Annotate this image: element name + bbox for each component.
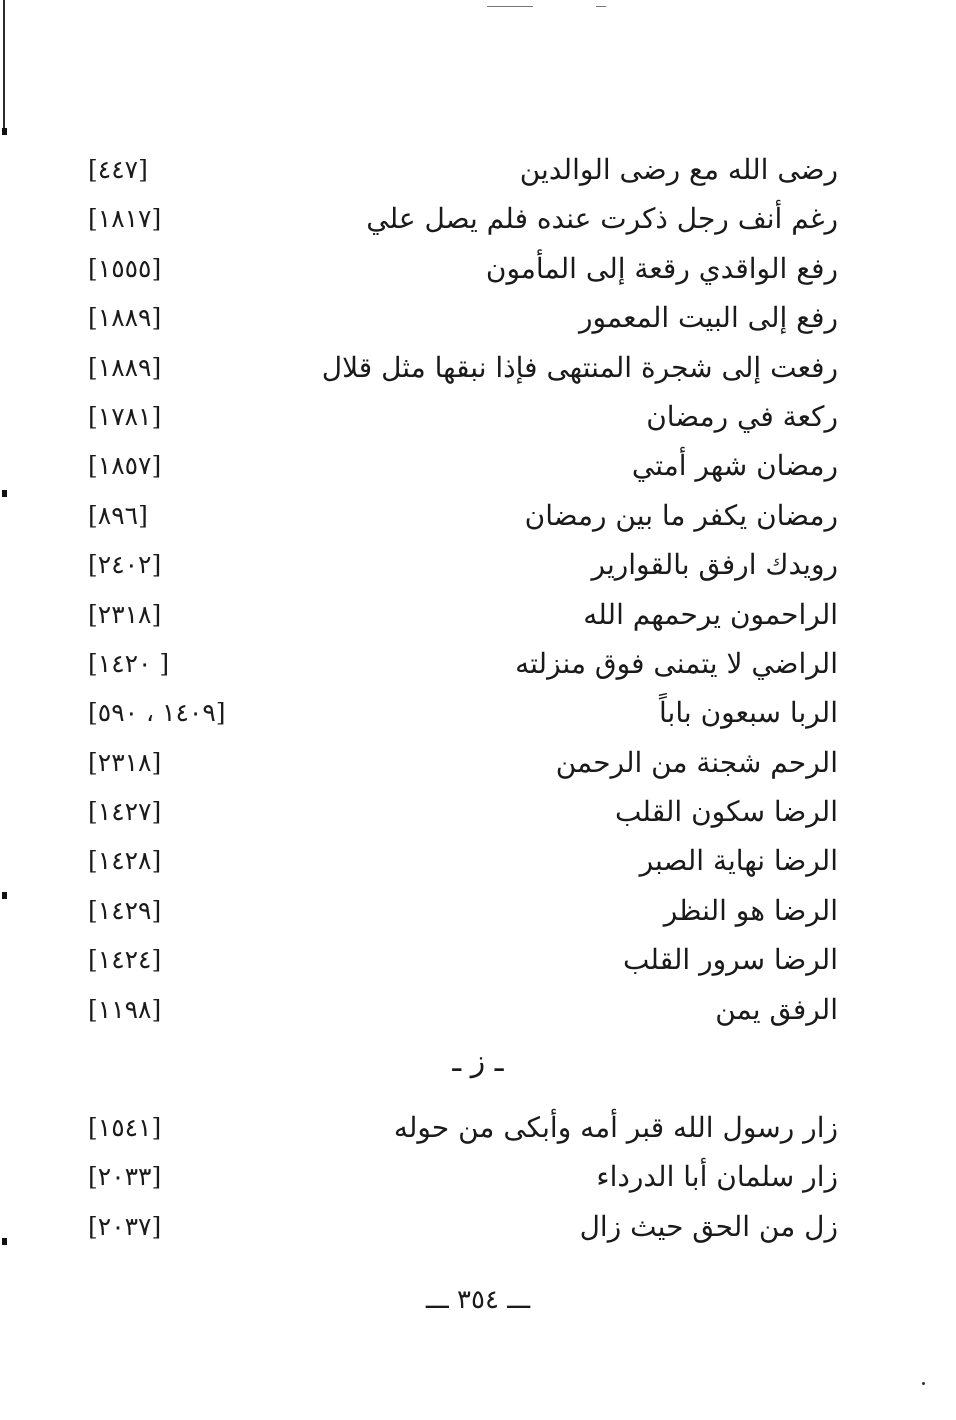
index-entry <box>0 543 956 592</box>
top-rule-mark <box>596 6 606 7</box>
index-entry <box>0 1205 956 1254</box>
index-entry <box>0 691 956 740</box>
left-margin-rule <box>3 0 5 130</box>
entry-ref: [١٤٢٠ ] <box>88 648 170 678</box>
entry-text: رغم أنف رجل ذكرت عنده فلم يصل علي <box>366 202 838 236</box>
entry-ref: [٢٠٣٣] <box>88 1162 162 1192</box>
index-entry <box>0 296 956 345</box>
entry-ref: [١٨٨٩] <box>88 303 162 333</box>
entry-text: الرفق يمن <box>715 992 838 1026</box>
entry-text: ركعة في رمضان <box>646 399 838 433</box>
entry-ref: [٢٣١٨] <box>88 747 162 777</box>
entry-text: الرضا سكون القلب <box>614 795 838 829</box>
index-entries <box>0 148 956 1037</box>
index-entry <box>0 494 956 543</box>
entry-text: رفع الواقدي رقعة إلى المأمون <box>485 251 838 285</box>
entry-text: الرضا سرور القلب <box>622 943 838 977</box>
entry-ref: [١٨١٧] <box>88 204 162 234</box>
entry-text: رضى الله مع رضى الوالدين <box>519 153 838 186</box>
index-entry <box>0 839 956 888</box>
entry-text: رويدك ارفق بالقوارير <box>591 548 838 582</box>
entry-ref: [١٤٢٤] <box>88 945 162 975</box>
entry-ref: [١١٩٨] <box>88 994 162 1024</box>
entry-text: الربا سبعون باباً <box>659 696 838 730</box>
entry-ref: [٢٣١٨] <box>88 599 162 629</box>
index-entry <box>0 889 956 938</box>
entry-text: الرضا نهاية الصبر <box>639 844 838 878</box>
entry-ref: [١٧٨١] <box>88 401 162 431</box>
section-header-zay: ـ ز ـ <box>452 1044 504 1079</box>
index-entry <box>0 1155 956 1204</box>
margin-mark <box>2 128 7 135</box>
entry-ref: [١٤٠٩ ، ٥٩٠] <box>88 698 226 728</box>
entry-text: الرحم شجنة من الرحمن <box>555 745 838 779</box>
entry-text: الراضي لا يتمنى فوق منزلته <box>515 646 838 680</box>
entry-text: الرضا هو النظر <box>663 893 838 927</box>
entry-ref: [١٥٥٥] <box>88 253 162 283</box>
index-entry <box>0 247 956 296</box>
index-entry <box>0 395 956 444</box>
entry-ref: [١٨٨٩] <box>88 352 162 382</box>
index-entry <box>0 1106 956 1155</box>
entry-ref: [١٨٥٧] <box>88 451 162 481</box>
index-entry <box>0 148 956 197</box>
index-entry <box>0 790 956 839</box>
speck <box>922 1382 925 1385</box>
entry-text: رفعت إلى شجرة المنتهى فإذا نبقها مثل قلال <box>321 350 838 384</box>
entry-text: رمضان شهر أمتي <box>631 449 838 483</box>
entry-ref: [١٤٢٨] <box>88 846 162 876</box>
entry-ref: [١٤٢٧] <box>88 797 162 827</box>
index-entries-zay <box>0 1106 956 1254</box>
index-entry <box>0 444 956 493</box>
index-entry <box>0 593 956 642</box>
entry-ref: [٢٤٠٢] <box>88 550 162 580</box>
entry-ref: [١٥٤١] <box>88 1113 162 1142</box>
entry-text: زار سلمان أبا الدرداء <box>596 1160 838 1194</box>
entry-text: زل من الحق حيث زال <box>579 1209 838 1243</box>
entry-ref: [٨٩٦] <box>88 500 148 530</box>
entry-text: الراحمون يرحمهم الله <box>583 597 838 631</box>
top-rule <box>487 6 533 7</box>
index-entry <box>0 938 956 987</box>
index-entry <box>0 197 956 246</box>
index-entry <box>0 741 956 790</box>
entry-text: زار رسول الله قبر أمه وأبكى من حوله <box>393 1111 838 1144</box>
entry-ref: [٤٤٧] <box>88 155 148 184</box>
index-entry <box>0 346 956 395</box>
entry-text: رفع إلى البيت المعمور <box>578 301 838 335</box>
index-entry <box>0 988 956 1037</box>
index-entry <box>0 642 956 691</box>
entry-ref: [١٤٢٩] <box>88 895 162 925</box>
page-number: ـــ ٣٥٤ ـــ <box>425 1285 531 1315</box>
entry-text: رمضان يكفر ما بين رمضان <box>524 498 838 532</box>
entry-ref: [٢٠٣٧] <box>88 1211 162 1241</box>
